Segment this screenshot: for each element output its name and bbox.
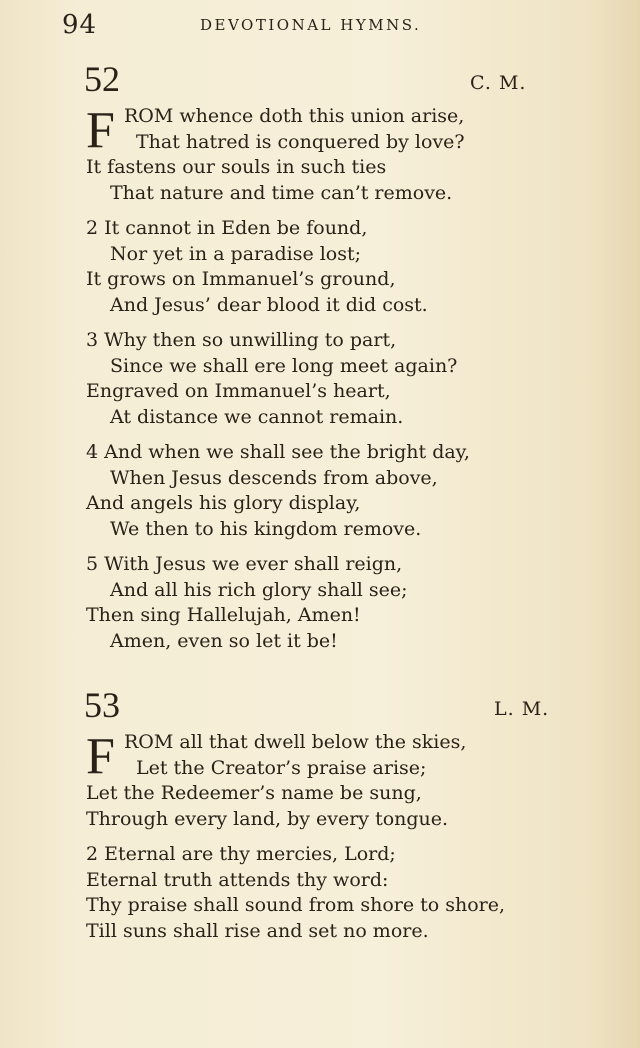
- verse-line: Amen, even so let it be!: [110, 629, 338, 652]
- stanza-1: [0, 104, 640, 206]
- verse-line: And all his rich glory shall see;: [110, 578, 408, 601]
- stanza-4: [0, 440, 640, 542]
- stanza-5: [0, 552, 640, 654]
- verse-line: Let the Creator’s praise arise;: [136, 756, 427, 779]
- verse-line: Since we shall ere long meet again?: [110, 354, 458, 377]
- verse-line: 2 It cannot in Eden be found,: [86, 217, 368, 239]
- verse-line: Till suns shall rise and set no more.: [86, 919, 429, 942]
- drop-cap: F: [86, 102, 115, 159]
- stanza-2: [0, 842, 640, 944]
- hymn-meter: C. M.: [470, 72, 527, 94]
- verse-line: Engraved on Immanuel’s heart,: [86, 380, 391, 402]
- stanza-1: [0, 730, 640, 832]
- verse-line: 4 And when we shall see the bright day,: [86, 441, 470, 463]
- stanza-3: [0, 328, 640, 430]
- running-head: DEVOTIONAL HYMNS.: [200, 16, 422, 34]
- page-number: 94: [62, 10, 98, 40]
- verse-line: Then sing Hallelujah, Amen!: [86, 604, 361, 626]
- verse-line: At distance we cannot remain.: [110, 405, 404, 428]
- verse-line: Eternal truth attends thy word:: [86, 868, 389, 891]
- page-header: [0, 10, 640, 40]
- hymn-52: [0, 58, 640, 664]
- verse-line: Through every land, by every tongue.: [86, 807, 449, 830]
- verse-line: Let the Redeemer’s name be sung,: [86, 782, 422, 804]
- verse-line: That nature and time can’t remove.: [110, 181, 453, 204]
- verse-line: 2 Eternal are thy mercies, Lord;: [86, 843, 396, 865]
- hymn-meter: L. M.: [494, 698, 550, 720]
- verse-line: It grows on Immanuel’s ground,: [86, 268, 396, 290]
- hymn-number: 53: [84, 685, 120, 725]
- verse-line: When Jesus descends from above,: [110, 466, 438, 489]
- hymn-number: 52: [84, 59, 120, 99]
- verse-line: ROM all that dwell below the skies,: [124, 731, 467, 753]
- verse-line: It fastens our souls in such ties: [86, 156, 387, 178]
- verse-line: That hatred is conquered by love?: [136, 130, 465, 153]
- hymn-header: [0, 684, 640, 730]
- verse-line: Nor yet in a paradise lost;: [110, 242, 362, 265]
- verse-line: We then to his kingdom remove.: [110, 517, 422, 540]
- stanza-2: [0, 216, 640, 318]
- verse-line: ROM whence doth this union arise,: [124, 105, 465, 127]
- hymn-53: [0, 684, 640, 954]
- drop-cap: F: [86, 728, 115, 785]
- verse-line: And angels his glory display,: [86, 492, 361, 514]
- hymn-header: [0, 58, 640, 104]
- verse-line: 3 Why then so unwilling to part,: [86, 329, 397, 351]
- verse-line: 5 With Jesus we ever shall reign,: [86, 553, 403, 575]
- verse-line: Thy praise shall sound from shore to shore,: [86, 894, 506, 916]
- verse-line: And Jesus’ dear blood it did cost.: [110, 293, 428, 316]
